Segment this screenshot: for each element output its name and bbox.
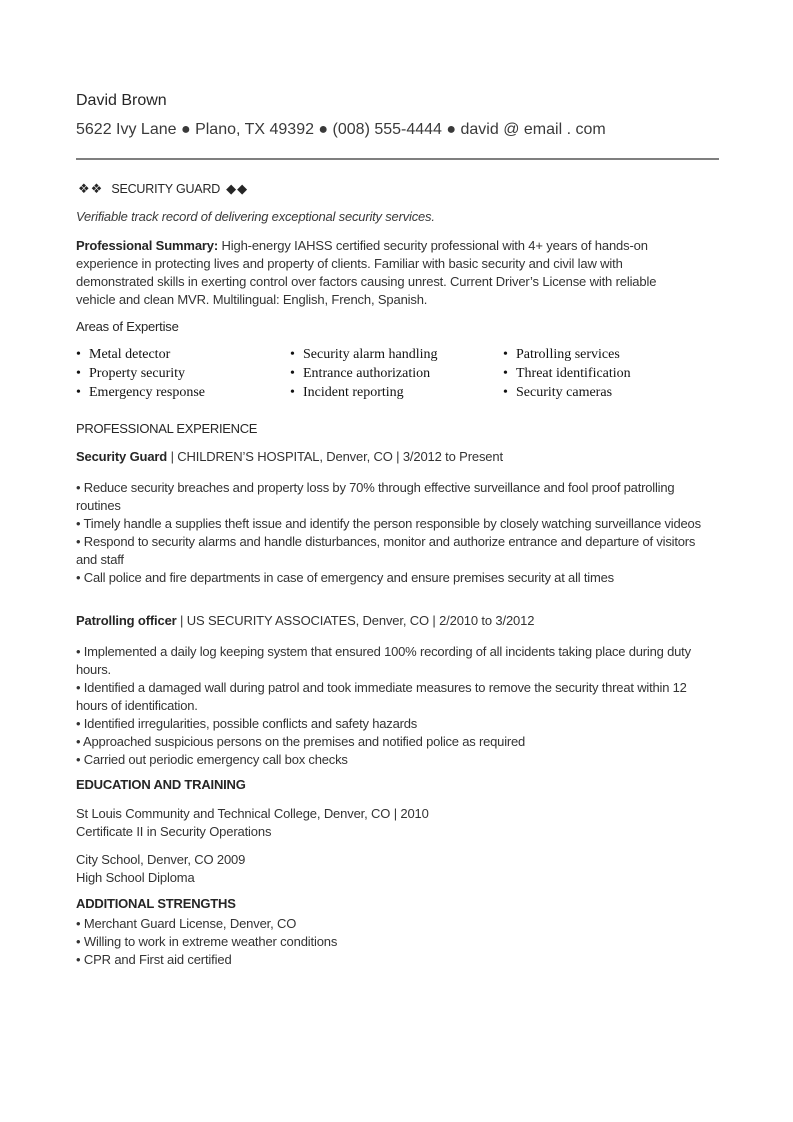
expertise-item: • Incident reporting [290,385,404,400]
education-entry [76,805,429,841]
list-item: • Identified irregularities, possible conflicts and safety hazards [76,716,418,731]
list-item: • Merchant Guard License, Denver, CO [76,916,297,931]
education-institution: City School, Denver, CO 2009 [76,852,246,867]
expertise-item: • Metal detector [76,347,171,362]
education-credential: Certificate II in Security Operations [76,824,272,839]
expertise-item: • Property security [76,366,186,381]
candidate-name: David Brown [76,92,167,109]
list-item: • CPR and First aid certified [76,952,232,967]
list-item: • Implemented a daily log keeping system that ensured 100% recording of all incidents taking place during duty hours. [76,644,691,677]
list-item: • Call police and fire departments in case of emergency and ensure premises security at all times [76,570,614,585]
expertise-column [503,345,631,402]
list-item: • Carried out periodic emergency call box checks [76,752,348,767]
expertise-column [290,345,438,402]
list-item: • Approached suspicious persons on the premises and notified police as required [76,734,526,749]
job-title: SECURITY GUARD [111,182,221,196]
education-institution: St Louis Community and Technical College, Denver, CO | 2010 [76,806,429,821]
diamond-ornament-icon: ◆◆ [226,181,249,196]
expertise-item: • Security alarm handling [290,347,438,362]
expertise-item: • Emergency response [76,385,205,400]
summary-text: High-energy IAHSS certified security professional with 4+ years of hands-on experience in protecting lives and property of clients. Familiar with basic security and civil law with demonstrated skills in exerting control over factors causing unrest. Current Driver’s License with reliable vehicle and clean MVR. Multilingual: English, French, Spanish. [76,238,657,307]
professional-summary [76,237,686,309]
job-role: Security Guard [76,449,168,464]
expertise-item: • Patrolling services [503,347,620,362]
header-divider [76,158,719,160]
diamond-ornament-icon: ❖❖ [78,181,104,196]
list-item: • Reduce security breaches and property loss by 70% through effective surveillance and fool proof patrolling routines [76,480,675,513]
education-title: EDUCATION AND TRAINING [76,777,246,792]
list-item: • Respond to security alarms and handle disturbances, monitor and authorize entrance and departure of visitors and staff [76,534,696,567]
list-item: • Identified a damaged wall during patrol and took immediate measures to remove the security threat within 12 hours of identification. [76,680,687,713]
summary-label: Professional Summary: [76,238,219,253]
expertise-item: • Security cameras [503,385,613,400]
job-bullets [76,479,716,587]
list-item: • Timely handle a supplies theft issue and identify the person responsible by closely watching surveillance videos [76,516,701,531]
strengths-title: ADDITIONAL STRENGTHS [76,896,236,911]
job-details: | US SECURITY ASSOCIATES, Denver, CO | 2/2010 to 3/2012 [176,613,535,628]
education-entry [76,851,245,887]
job-role: Patrolling officer [76,613,177,628]
contact-line: 5622 Ivy Lane ● Plano, TX 49392 ● (008) 555-4444 ● david @ email . com [76,121,606,138]
expertise-item: • Entrance authorization [290,366,431,381]
experience-title: PROFESSIONAL EXPERIENCE [76,421,258,436]
expertise-item: • Threat identification [503,366,631,381]
job-details: | CHILDREN’S HOSPITAL, Denver, CO | 3/2012 to Present [167,449,503,464]
job-heading [76,613,534,628]
job-heading [76,449,503,464]
expertise-title: Areas of Expertise [76,319,179,334]
education-credential: High School Diploma [76,870,195,885]
expertise-column [76,345,205,402]
strengths-list [76,915,337,969]
tagline: Verifiable track record of delivering exceptional security services. [76,209,435,224]
list-item: • Willing to work in extreme weather conditions [76,934,338,949]
job-bullets [76,643,716,769]
headline [78,181,248,197]
